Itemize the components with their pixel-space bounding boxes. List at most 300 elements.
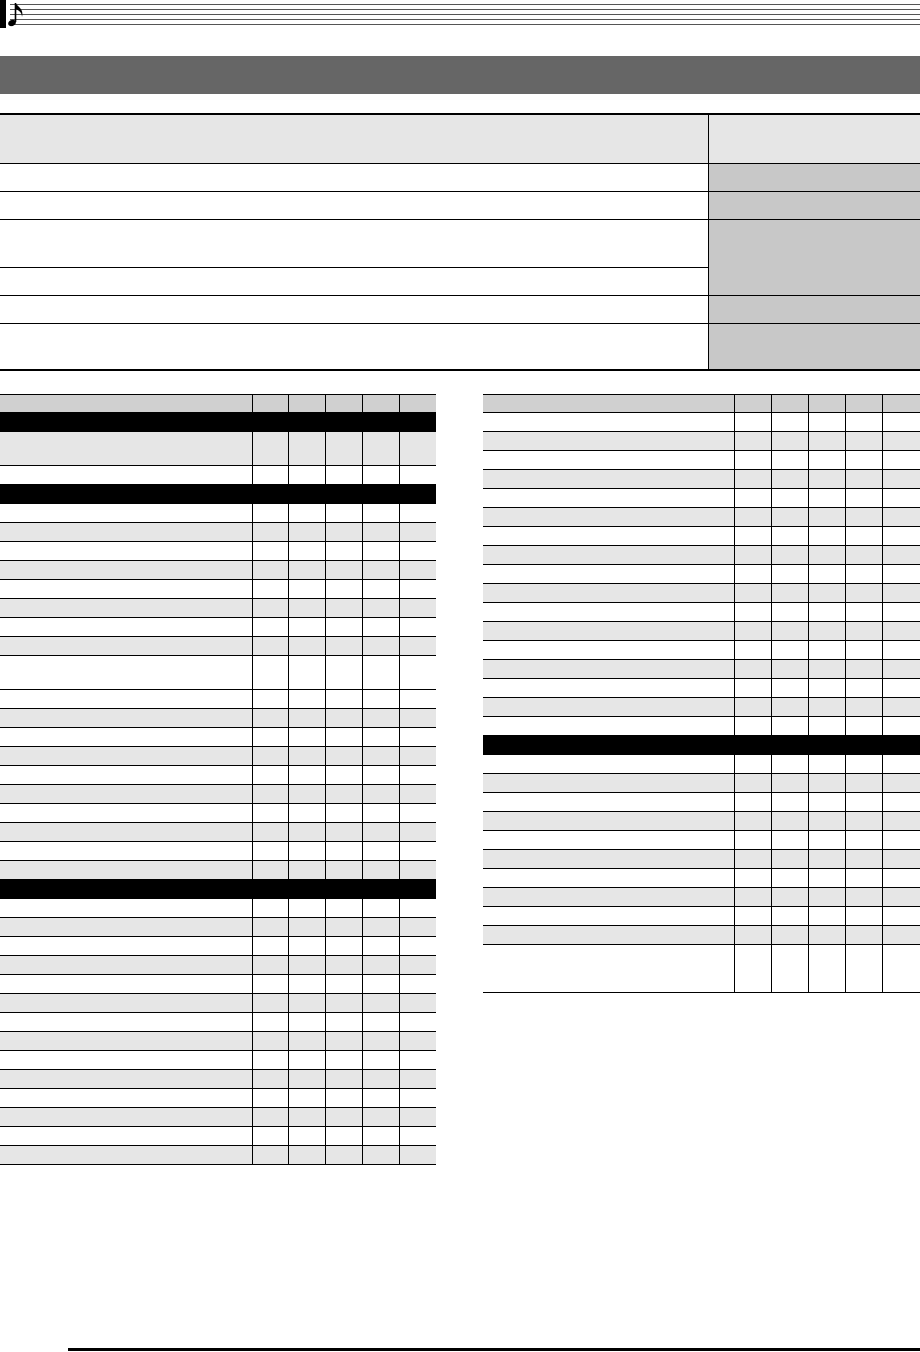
table-row bbox=[483, 679, 920, 698]
table-row bbox=[483, 907, 920, 926]
column-divider bbox=[288, 1070, 289, 1088]
column-divider bbox=[288, 975, 289, 993]
table-row bbox=[483, 774, 920, 793]
table-row bbox=[0, 1127, 436, 1146]
column-divider bbox=[325, 1070, 326, 1088]
column-divider bbox=[288, 432, 289, 465]
left-data-table bbox=[0, 394, 436, 1204]
column-divider bbox=[845, 413, 846, 431]
table-row bbox=[0, 618, 436, 637]
column-divider bbox=[882, 603, 883, 621]
column-divider bbox=[808, 565, 809, 583]
column-divider bbox=[734, 546, 735, 564]
column-divider bbox=[325, 1051, 326, 1069]
column-divider bbox=[252, 842, 253, 860]
column-divider bbox=[399, 842, 400, 860]
column-divider bbox=[399, 1013, 400, 1031]
column-divider bbox=[362, 728, 363, 746]
column-divider bbox=[808, 812, 809, 830]
column-divider bbox=[734, 584, 735, 602]
table-row bbox=[0, 747, 436, 766]
column-divider bbox=[882, 584, 883, 602]
column-divider bbox=[252, 823, 253, 841]
column-divider bbox=[771, 603, 772, 621]
column-divider bbox=[325, 395, 326, 412]
column-divider bbox=[325, 1089, 326, 1107]
table-row bbox=[0, 561, 436, 580]
column-divider bbox=[882, 679, 883, 697]
table-row bbox=[0, 937, 436, 956]
column-divider bbox=[252, 1070, 253, 1088]
table-row bbox=[0, 542, 436, 561]
column-divider bbox=[288, 994, 289, 1012]
column-divider bbox=[288, 523, 289, 541]
column-divider bbox=[771, 945, 772, 992]
top-table-value-cell bbox=[709, 219, 920, 295]
column-divider bbox=[288, 1013, 289, 1031]
column-divider bbox=[362, 994, 363, 1012]
column-divider bbox=[252, 432, 253, 465]
column-divider bbox=[288, 1032, 289, 1050]
table-row bbox=[483, 793, 920, 812]
column-divider bbox=[734, 470, 735, 488]
column-divider bbox=[734, 451, 735, 469]
column-divider bbox=[845, 679, 846, 697]
table-row bbox=[0, 785, 436, 804]
column-divider bbox=[362, 1013, 363, 1031]
column-divider bbox=[362, 432, 363, 465]
column-divider bbox=[325, 1146, 326, 1164]
column-divider bbox=[252, 709, 253, 727]
column-divider bbox=[399, 580, 400, 598]
section-title-bar bbox=[0, 56, 920, 94]
column-divider bbox=[362, 1089, 363, 1107]
column-divider bbox=[362, 395, 363, 412]
column-divider bbox=[808, 489, 809, 507]
column-divider bbox=[325, 432, 326, 465]
column-divider bbox=[399, 542, 400, 560]
column-divider bbox=[288, 542, 289, 560]
column-divider bbox=[325, 956, 326, 974]
column-divider bbox=[845, 945, 846, 992]
column-divider bbox=[882, 432, 883, 450]
column-divider bbox=[325, 861, 326, 879]
table-row bbox=[0, 1051, 436, 1070]
column-divider bbox=[808, 831, 809, 849]
table-divider bbox=[708, 113, 709, 371]
column-divider bbox=[252, 956, 253, 974]
top-table-value-cell bbox=[709, 191, 920, 219]
column-divider bbox=[808, 527, 809, 545]
column-divider bbox=[808, 508, 809, 526]
table-row bbox=[0, 842, 436, 861]
staff-line bbox=[10, 14, 920, 15]
column-divider bbox=[808, 793, 809, 811]
column-divider bbox=[362, 466, 363, 484]
column-divider bbox=[734, 945, 735, 992]
table-row bbox=[483, 641, 920, 660]
table-row bbox=[0, 975, 436, 994]
column-divider bbox=[252, 690, 253, 708]
top-table-value-cell bbox=[709, 295, 920, 323]
column-divider bbox=[808, 774, 809, 792]
table-row bbox=[483, 413, 920, 432]
table-row bbox=[0, 432, 436, 466]
table-row bbox=[483, 660, 920, 679]
column-divider bbox=[399, 937, 400, 955]
column-divider bbox=[288, 804, 289, 822]
column-divider bbox=[325, 823, 326, 841]
column-divider bbox=[882, 527, 883, 545]
column-divider bbox=[734, 698, 735, 716]
column-divider bbox=[882, 565, 883, 583]
table-row bbox=[0, 918, 436, 937]
column-divider bbox=[882, 774, 883, 792]
column-divider bbox=[399, 1051, 400, 1069]
column-divider bbox=[771, 413, 772, 431]
column-divider bbox=[734, 603, 735, 621]
column-divider bbox=[734, 527, 735, 545]
column-divider bbox=[845, 395, 846, 412]
column-divider bbox=[252, 728, 253, 746]
table-row bbox=[483, 622, 920, 641]
table-row bbox=[483, 926, 920, 945]
column-divider bbox=[325, 785, 326, 803]
column-divider bbox=[325, 599, 326, 617]
column-divider bbox=[845, 888, 846, 906]
column-divider bbox=[288, 580, 289, 598]
column-divider bbox=[288, 861, 289, 879]
column-divider bbox=[399, 747, 400, 765]
column-divider bbox=[362, 580, 363, 598]
column-divider bbox=[399, 823, 400, 841]
table-row bbox=[483, 755, 920, 774]
table-row bbox=[0, 728, 436, 747]
table-row bbox=[483, 527, 920, 546]
column-divider bbox=[399, 918, 400, 936]
column-divider bbox=[845, 565, 846, 583]
column-divider bbox=[808, 432, 809, 450]
table-row bbox=[0, 804, 436, 823]
column-divider bbox=[362, 785, 363, 803]
column-divider bbox=[845, 508, 846, 526]
column-divider bbox=[734, 926, 735, 944]
column-divider bbox=[734, 679, 735, 697]
column-divider bbox=[252, 1127, 253, 1145]
column-divider bbox=[399, 1108, 400, 1126]
column-divider bbox=[734, 641, 735, 659]
column-divider bbox=[771, 888, 772, 906]
table-rule bbox=[0, 295, 920, 296]
table-rule bbox=[0, 163, 920, 164]
table-rule bbox=[0, 267, 708, 268]
column-divider bbox=[288, 599, 289, 617]
column-divider bbox=[252, 747, 253, 765]
column-divider bbox=[399, 1127, 400, 1145]
column-divider bbox=[325, 1108, 326, 1126]
column-divider bbox=[882, 717, 883, 735]
section-header-row bbox=[0, 880, 436, 899]
column-divider bbox=[808, 641, 809, 659]
column-divider bbox=[252, 395, 253, 412]
column-divider bbox=[288, 937, 289, 955]
column-divider bbox=[252, 542, 253, 560]
column-divider bbox=[288, 618, 289, 636]
column-divider bbox=[771, 660, 772, 678]
column-divider bbox=[845, 451, 846, 469]
table-row bbox=[483, 451, 920, 470]
table-row bbox=[483, 717, 920, 736]
column-divider bbox=[771, 793, 772, 811]
column-divider bbox=[325, 728, 326, 746]
column-divider bbox=[252, 861, 253, 879]
table-row bbox=[483, 850, 920, 869]
column-divider bbox=[882, 395, 883, 412]
column-divider bbox=[845, 831, 846, 849]
column-divider bbox=[734, 755, 735, 773]
table-rule bbox=[0, 323, 920, 324]
column-divider bbox=[252, 937, 253, 955]
column-divider bbox=[771, 395, 772, 412]
column-divider bbox=[734, 812, 735, 830]
column-divider bbox=[845, 907, 846, 925]
column-divider bbox=[325, 937, 326, 955]
table-row bbox=[0, 1013, 436, 1032]
staff-line bbox=[10, 24, 920, 25]
column-divider bbox=[771, 641, 772, 659]
column-divider bbox=[362, 1108, 363, 1126]
column-divider bbox=[734, 888, 735, 906]
column-divider bbox=[325, 466, 326, 484]
column-divider bbox=[288, 918, 289, 936]
column-divider bbox=[734, 831, 735, 849]
column-divider bbox=[845, 546, 846, 564]
column-divider bbox=[882, 413, 883, 431]
page-bottom-rule bbox=[68, 1348, 920, 1351]
top-table-value-cell bbox=[709, 163, 920, 191]
column-divider bbox=[845, 622, 846, 640]
column-divider bbox=[771, 755, 772, 773]
table-row bbox=[0, 523, 436, 542]
table-row bbox=[0, 994, 436, 1013]
table-row bbox=[483, 698, 920, 717]
column-divider bbox=[252, 637, 253, 655]
column-divider bbox=[399, 861, 400, 879]
column-divider bbox=[362, 618, 363, 636]
column-divider bbox=[325, 747, 326, 765]
column-divider bbox=[771, 717, 772, 735]
column-divider bbox=[399, 690, 400, 708]
column-divider bbox=[325, 637, 326, 655]
column-divider bbox=[288, 1146, 289, 1164]
column-divider bbox=[771, 831, 772, 849]
column-divider bbox=[845, 432, 846, 450]
column-divider bbox=[771, 907, 772, 925]
column-divider bbox=[362, 542, 363, 560]
column-divider bbox=[734, 432, 735, 450]
column-divider bbox=[252, 804, 253, 822]
column-divider bbox=[845, 527, 846, 545]
column-divider bbox=[288, 504, 289, 522]
column-divider bbox=[808, 945, 809, 992]
column-divider bbox=[325, 918, 326, 936]
column-divider bbox=[808, 413, 809, 431]
column-divider bbox=[362, 1146, 363, 1164]
column-divider bbox=[288, 956, 289, 974]
column-divider bbox=[771, 926, 772, 944]
column-divider bbox=[845, 660, 846, 678]
table-row bbox=[483, 546, 920, 565]
column-divider bbox=[845, 584, 846, 602]
table-row bbox=[483, 888, 920, 907]
column-divider bbox=[399, 956, 400, 974]
column-divider bbox=[362, 656, 363, 689]
staff-line bbox=[10, 4, 920, 5]
column-divider bbox=[399, 975, 400, 993]
table-rule bbox=[0, 191, 920, 192]
column-divider bbox=[325, 1032, 326, 1050]
column-divider bbox=[882, 451, 883, 469]
column-divider bbox=[399, 1070, 400, 1088]
column-divider bbox=[288, 1127, 289, 1145]
column-divider bbox=[252, 466, 253, 484]
column-divider bbox=[362, 804, 363, 822]
header-staff bbox=[0, 0, 920, 30]
column-divider bbox=[771, 527, 772, 545]
right-data-table bbox=[483, 394, 920, 995]
column-divider bbox=[325, 618, 326, 636]
column-divider bbox=[882, 755, 883, 773]
table-header-row bbox=[0, 394, 436, 413]
column-divider bbox=[882, 793, 883, 811]
column-divider bbox=[845, 850, 846, 868]
table-row bbox=[483, 565, 920, 584]
column-divider bbox=[362, 937, 363, 955]
column-divider bbox=[325, 994, 326, 1012]
column-divider bbox=[771, 451, 772, 469]
column-divider bbox=[288, 690, 289, 708]
table-row bbox=[0, 1108, 436, 1127]
column-divider bbox=[771, 869, 772, 887]
column-divider bbox=[252, 1146, 253, 1164]
column-divider bbox=[252, 561, 253, 579]
column-divider bbox=[362, 709, 363, 727]
column-divider bbox=[734, 907, 735, 925]
column-divider bbox=[325, 580, 326, 598]
column-divider bbox=[288, 466, 289, 484]
column-divider bbox=[362, 918, 363, 936]
column-divider bbox=[882, 641, 883, 659]
table-row bbox=[0, 823, 436, 842]
column-divider bbox=[288, 709, 289, 727]
column-divider bbox=[771, 546, 772, 564]
column-divider bbox=[808, 717, 809, 735]
column-divider bbox=[362, 504, 363, 522]
top-table bbox=[0, 113, 920, 371]
column-divider bbox=[288, 728, 289, 746]
column-divider bbox=[808, 698, 809, 716]
column-divider bbox=[808, 660, 809, 678]
column-divider bbox=[399, 561, 400, 579]
column-divider bbox=[252, 1051, 253, 1069]
column-divider bbox=[734, 622, 735, 640]
column-divider bbox=[399, 994, 400, 1012]
table-row bbox=[0, 1032, 436, 1051]
column-divider bbox=[325, 523, 326, 541]
column-divider bbox=[734, 413, 735, 431]
column-divider bbox=[808, 679, 809, 697]
column-divider bbox=[252, 618, 253, 636]
column-divider bbox=[399, 656, 400, 689]
column-divider bbox=[362, 975, 363, 993]
column-divider bbox=[362, 523, 363, 541]
column-divider bbox=[882, 926, 883, 944]
section-header-row bbox=[0, 485, 436, 504]
column-divider bbox=[288, 637, 289, 655]
column-divider bbox=[808, 546, 809, 564]
column-divider bbox=[808, 850, 809, 868]
column-divider bbox=[771, 774, 772, 792]
staff-line bbox=[10, 19, 920, 20]
column-divider bbox=[771, 470, 772, 488]
column-divider bbox=[808, 907, 809, 925]
column-divider bbox=[734, 850, 735, 868]
column-divider bbox=[808, 395, 809, 412]
column-divider bbox=[771, 679, 772, 697]
column-divider bbox=[845, 603, 846, 621]
column-divider bbox=[362, 1051, 363, 1069]
column-divider bbox=[734, 660, 735, 678]
column-divider bbox=[362, 1070, 363, 1088]
table-header-row bbox=[483, 394, 920, 413]
column-divider bbox=[771, 812, 772, 830]
column-divider bbox=[808, 869, 809, 887]
column-divider bbox=[252, 785, 253, 803]
column-divider bbox=[325, 766, 326, 784]
column-divider bbox=[882, 489, 883, 507]
column-divider bbox=[399, 395, 400, 412]
column-divider bbox=[362, 1127, 363, 1145]
column-divider bbox=[771, 850, 772, 868]
column-divider bbox=[734, 508, 735, 526]
column-divider bbox=[882, 660, 883, 678]
column-divider bbox=[808, 584, 809, 602]
column-divider bbox=[399, 618, 400, 636]
column-divider bbox=[288, 561, 289, 579]
column-divider bbox=[845, 698, 846, 716]
column-divider bbox=[845, 470, 846, 488]
table-row bbox=[0, 766, 436, 785]
column-divider bbox=[882, 945, 883, 992]
column-divider bbox=[362, 861, 363, 879]
table-row bbox=[483, 584, 920, 603]
column-divider bbox=[362, 690, 363, 708]
column-divider bbox=[771, 489, 772, 507]
column-divider bbox=[399, 466, 400, 484]
column-divider bbox=[325, 504, 326, 522]
table-row bbox=[483, 432, 920, 451]
column-divider bbox=[845, 755, 846, 773]
table-row bbox=[0, 709, 436, 728]
table-row bbox=[0, 1089, 436, 1108]
column-divider bbox=[399, 637, 400, 655]
column-divider bbox=[399, 785, 400, 803]
column-divider bbox=[325, 709, 326, 727]
column-divider bbox=[399, 599, 400, 617]
column-divider bbox=[252, 504, 253, 522]
top-table-value-cell bbox=[709, 323, 920, 371]
column-divider bbox=[362, 899, 363, 917]
